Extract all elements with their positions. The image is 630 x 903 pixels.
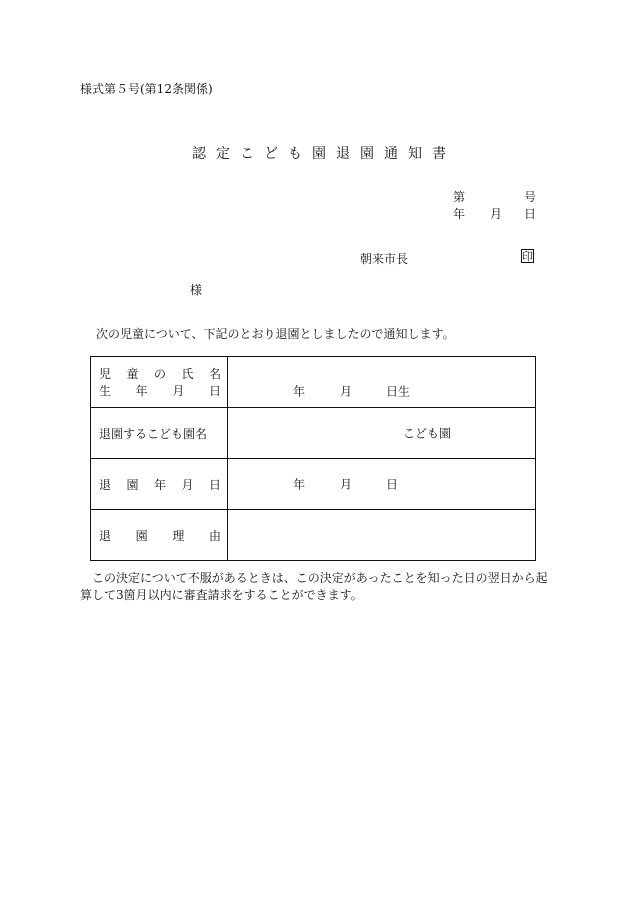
nursery-name-label: 退園するこども園名 [91, 408, 228, 459]
child-name-birth-label: 児 童 の 氏 名 生 年 月 日 [91, 357, 228, 408]
withdrawal-month-label: 月 [340, 477, 353, 492]
withdrawal-date-label: 退 園 年 月 日 [91, 459, 228, 510]
withdrawal-reason-label: 退 園 理 由 [91, 510, 228, 561]
intro-text: 次の児童について、下記のとおり退園としましたので通知します。 [96, 327, 455, 341]
table-row [91, 510, 536, 561]
notice-table [90, 356, 536, 561]
birth-year-label: 年 [293, 384, 306, 399]
seal-mark: 印 [522, 250, 533, 263]
document-title: 認定こども園退園通知書 [192, 146, 456, 162]
birth-month-label: 月 [340, 384, 353, 399]
withdrawal-reason-value [228, 510, 536, 561]
withdrawal-year-label: 年 [293, 477, 306, 492]
date-day-label: 日 [524, 207, 537, 221]
date-year-label: 年 [453, 207, 466, 221]
recipient-suffix: 様 [190, 283, 203, 297]
table-row [91, 459, 536, 510]
withdrawal-date-value [228, 459, 536, 510]
number-prefix: 第 [453, 190, 466, 204]
birth-day-label: 日生 [386, 384, 411, 399]
nursery-name-value: こども園 [228, 408, 536, 459]
form-number: 様式第５号(第12条関係) [80, 82, 213, 96]
table-row [91, 357, 536, 408]
withdrawal-day-label: 日 [386, 477, 399, 492]
table-row [91, 408, 536, 459]
appeal-notice: この決定について不服があるときは、この決定があったことを知った日の翌日から起 算して3箇月以内に審査請求をすることができます。 [80, 571, 548, 602]
number-suffix: 号 [524, 190, 537, 204]
date-month-label: 月 [490, 207, 503, 221]
child-name-birth-value [228, 357, 536, 408]
issuer-name: 朝来市長 [360, 252, 409, 266]
